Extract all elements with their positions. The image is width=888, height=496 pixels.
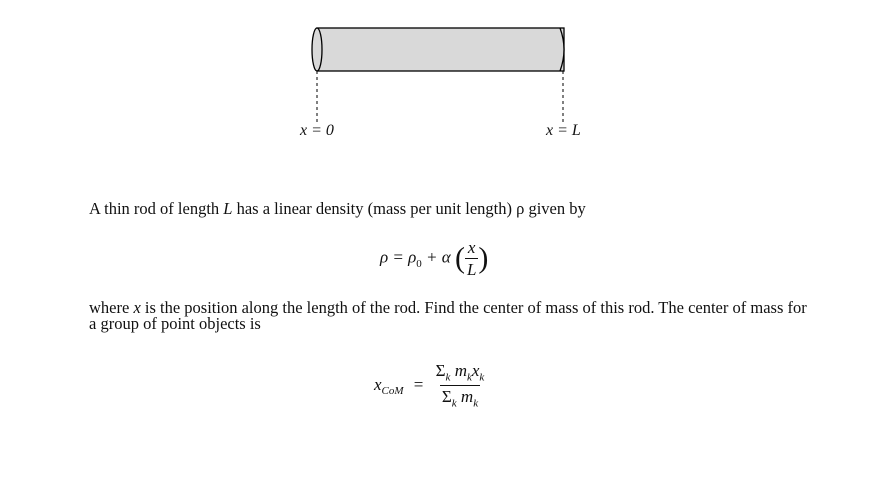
density-lhs: ρ = ρ (380, 247, 417, 267)
intro-text-a: A thin rod of length (89, 199, 224, 218)
density-equation (380, 239, 488, 278)
where-text-b: is the position along the length of the rod. Find the center of mass of this rod. The center of mass for a group of point objects is (89, 298, 807, 333)
com-equation (374, 362, 486, 410)
problem-intro (89, 201, 809, 217)
where-text-a: where (89, 298, 134, 317)
density-fraction (465, 239, 478, 278)
com-lhs-x: x (374, 374, 382, 394)
com-equals: = (413, 374, 424, 394)
density-den: L (466, 260, 477, 279)
com-lhs-sub: CoM (381, 385, 404, 398)
close-paren: ) (478, 241, 489, 275)
intro-text-b: has a linear density (mass per unit length) ρ given by (232, 199, 586, 218)
com-denominator: $\Sigma_k$ $m_k$ (441, 387, 479, 410)
density-sub0: 0 (416, 257, 422, 270)
rod-left-cap (312, 28, 322, 71)
density-num: x (467, 238, 476, 257)
problem-where (89, 300, 809, 332)
com-numerator: $\Sigma_k$ $m_kx_k$ (435, 361, 485, 384)
open-paren: ( (454, 241, 465, 275)
label-x-L: x = L (546, 122, 581, 139)
rod-body (317, 28, 564, 71)
where-var-x: x (133, 298, 141, 317)
label-x-zero: x = 0 (300, 122, 334, 139)
com-fraction (434, 362, 487, 410)
intro-var-L: L (223, 199, 233, 218)
density-plus-alpha: + α (421, 247, 451, 267)
